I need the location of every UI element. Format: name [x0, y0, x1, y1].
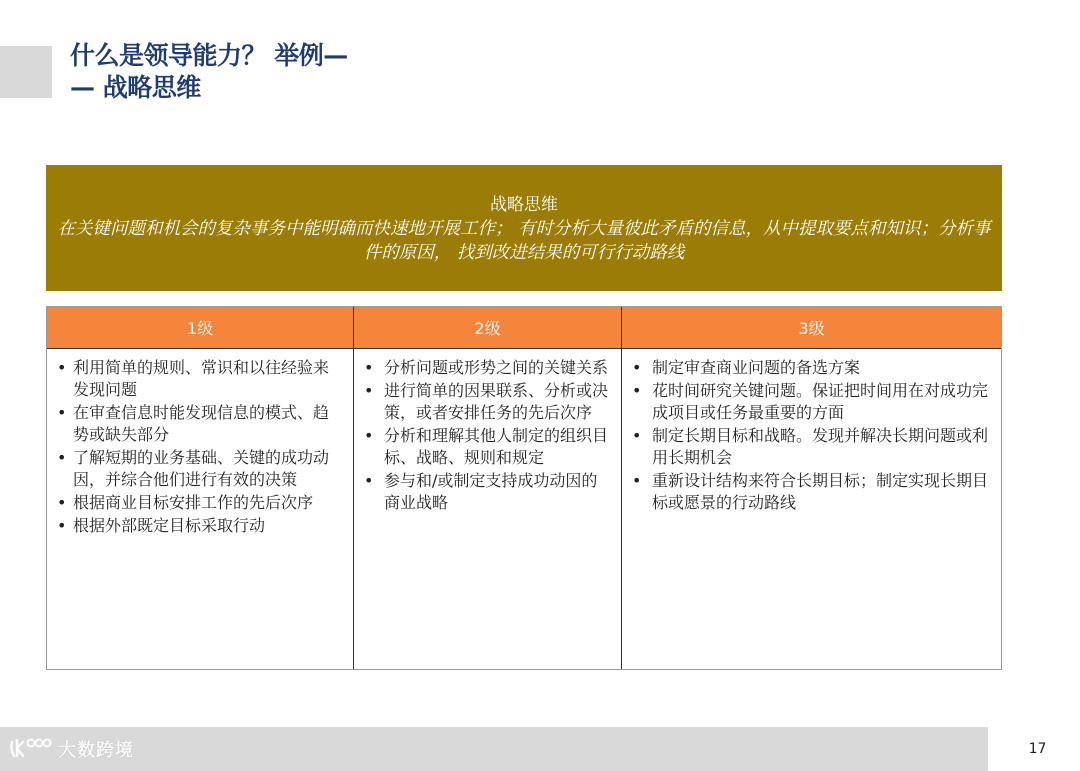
- list-item: • 根据外部既定目标采取行动: [57, 515, 341, 537]
- title-accent-block: [0, 46, 52, 98]
- list-item: • 进行简单的因果联系、分析或决策，或者安排任务的先后次序: [364, 380, 609, 424]
- page-title: [70, 40, 348, 104]
- list-item: • 制定审查商业问题的备选方案: [632, 357, 989, 379]
- level-column-2: [354, 307, 622, 669]
- level-header-2: 2级: [354, 307, 621, 349]
- level-3-list: [632, 357, 989, 514]
- list-item: • 在审查信息时能发现信息的模式、趋势或缺失部分: [57, 402, 341, 446]
- page-number: 17: [995, 727, 1080, 771]
- list-item: • 分析和理解其他人制定的组织目标、战略、规则和规定: [364, 425, 609, 469]
- level-column-3: [622, 307, 1001, 669]
- list-item: • 分析问题或形势之间的关键关系: [364, 357, 609, 379]
- watermark: [8, 734, 134, 764]
- definition-banner: [46, 165, 1002, 291]
- list-item: • 利用简单的规则、常识和以往经验来发现问题: [57, 357, 341, 401]
- list-item: • 根据商业目标安排工作的先后次序: [57, 492, 341, 514]
- list-item: • 重新设计结构来符合长期目标；制定实现长期目标或愿景的行动路线: [632, 470, 989, 514]
- page-title-line-1: 什么是领导能力？ 举例—: [70, 41, 348, 70]
- list-item: • 了解短期的业务基础、关键的成功动因，并综合他们进行有效的决策: [57, 447, 341, 491]
- banner-description: 在关键问题和机会的复杂事务中能明确而快速地开展工作； 有时分析大量彼此矛盾的信息，从中提取要点和知识；分析事件的原因， 找到改进结果的可行行动路线: [57, 219, 991, 263]
- footer-bar: [0, 727, 988, 771]
- level-2-list: [364, 357, 609, 514]
- list-item: • 参与和/或制定支持成功动因的商业战略: [364, 470, 609, 514]
- level-column-1: [47, 307, 354, 669]
- level-1-list: [57, 357, 341, 537]
- page-title-line-2: — 战略思维: [70, 73, 201, 102]
- list-item: • 制定长期目标和战略。发现并解决长期问题或利用长期机会: [632, 425, 989, 469]
- brand-logo-icon: [8, 736, 52, 762]
- banner-heading: 战略思维: [490, 195, 558, 215]
- level-body-2: [354, 349, 621, 669]
- level-header-1: 1级: [47, 307, 353, 349]
- level-body-3: [622, 349, 1001, 669]
- watermark-text: 大数跨境: [58, 740, 134, 761]
- level-body-1: [47, 349, 353, 669]
- levels-table: [46, 306, 1002, 670]
- level-header-3: 3级: [622, 307, 1001, 349]
- list-item: • 花时间研究关键问题。保证把时间用在对成功完成项目或任务最重要的方面: [632, 380, 989, 424]
